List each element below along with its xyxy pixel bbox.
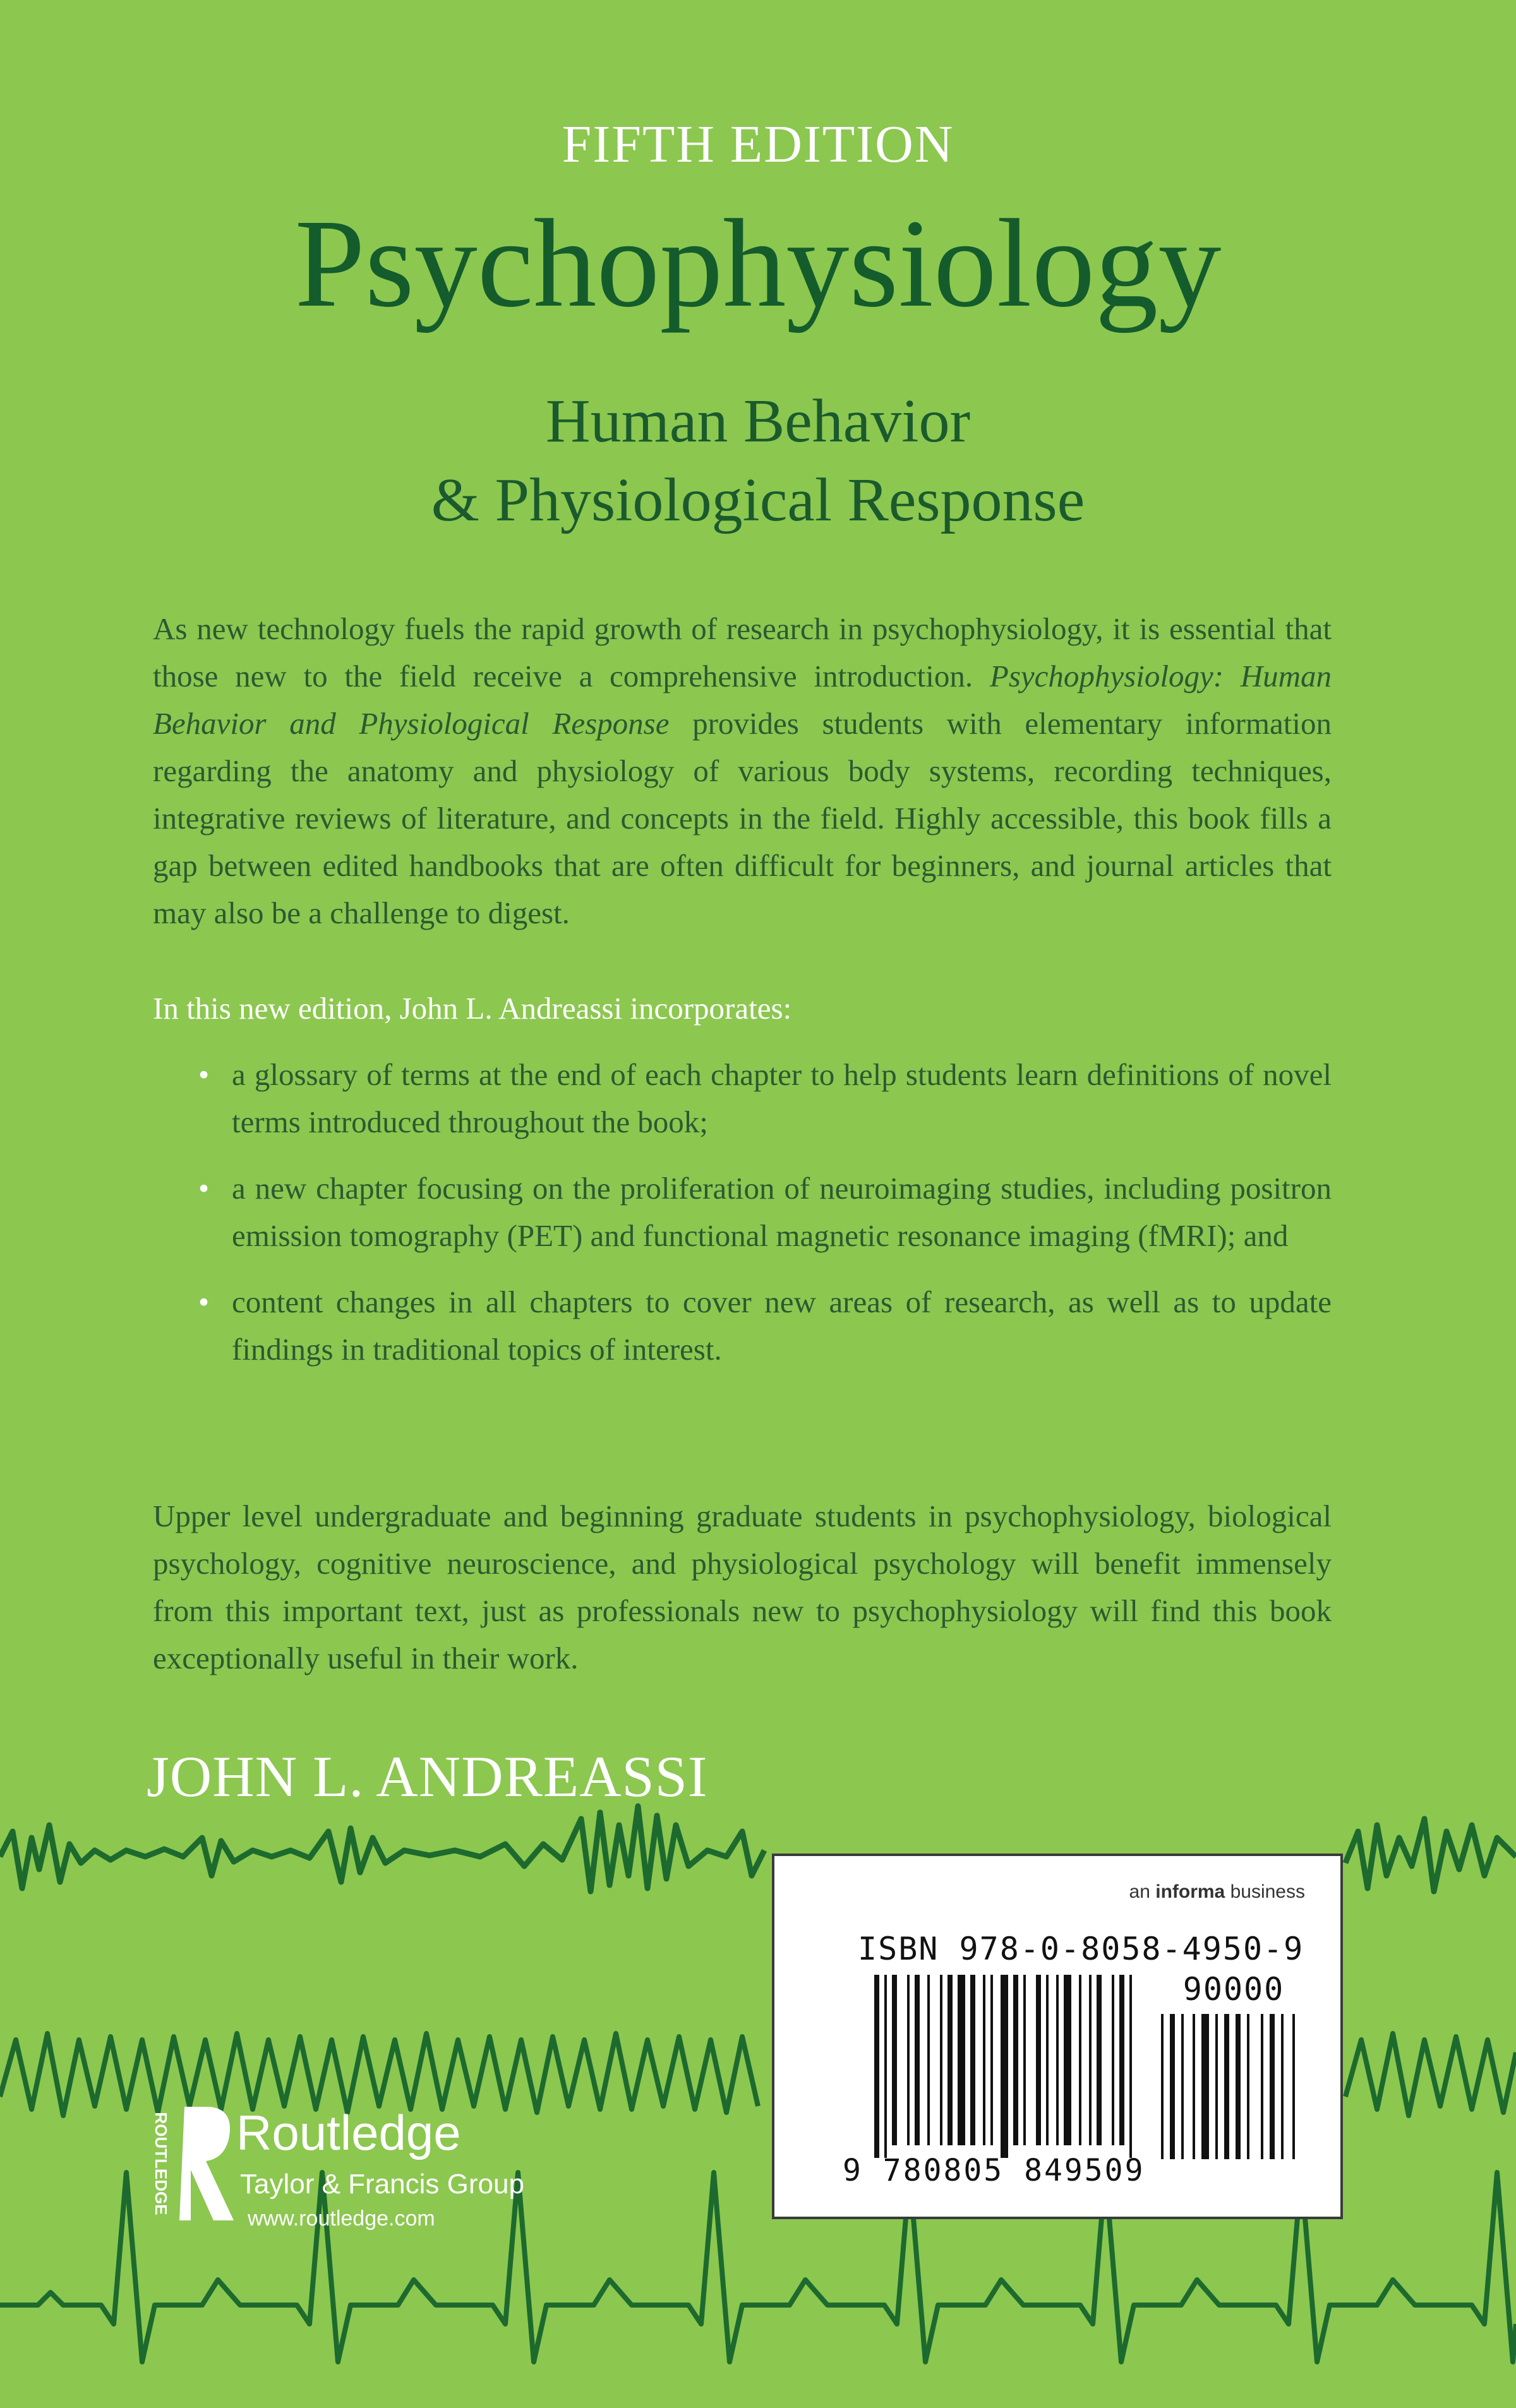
- barcode-bar: [948, 1975, 953, 2145]
- barcode-bar: [1036, 1975, 1041, 2145]
- barcode-bar: [970, 1975, 975, 2145]
- barcode-bar: [1079, 1975, 1081, 2145]
- barcode-bar: [1089, 1975, 1092, 2145]
- ean-digits: 9 780805 849509: [843, 2153, 1145, 2188]
- wave-trace-right: [1345, 2034, 1516, 2116]
- barcode-bar: [940, 1975, 942, 2145]
- addon-bar: [1161, 2014, 1164, 2159]
- barcode-bar: [958, 1975, 965, 2145]
- addon-bar: [1193, 2014, 1195, 2159]
- publisher-name: Routledge: [236, 2105, 461, 2160]
- addon-bar: [1236, 2014, 1241, 2159]
- author-name: JOHN L. ANDREASSI: [147, 1744, 708, 1809]
- list-item: • a glossary of terms at the end of each chapter to help students learn definitions of novel terms introduced throughout the book;: [153, 1051, 1332, 1146]
- addon-bar: [1224, 2014, 1229, 2159]
- price-addon-text: 90000: [1182, 1971, 1285, 2008]
- eeg-trace-top: [0, 1806, 764, 1891]
- barcode-bar: [1097, 1975, 1102, 2145]
- publisher-block: [140, 2100, 595, 2231]
- barcode-bar: [1001, 1975, 1008, 2158]
- addon-barcode-icon: [1161, 2014, 1306, 2159]
- edition-lead-in: In this new edition, John L. Andreassi incorporates:: [153, 991, 792, 1026]
- feature-list: [153, 1051, 1332, 1392]
- audience-paragraph: Upper level undergraduate and beginning graduate students in psychophysiology, biological psychology, cognitive neuroscience, and physiological psychology will benefit immensely from this important text, just as professionals new to psychophysiology will find this book exceptionally useful in their work.: [153, 1499, 1332, 1675]
- bullet-icon: •: [198, 1057, 210, 1092]
- barcode-bar: [990, 1975, 993, 2145]
- logo-vertical-text: ROUTLEDGE: [152, 2112, 171, 2215]
- intro-text-before: As new technology fuels the rapid growth of research in psychophysiology, it is essential that those new to the field receive a comprehensive introduction.: [153, 611, 1332, 693]
- bullet-icon: •: [198, 1171, 210, 1206]
- book-subtitle: [0, 382, 1516, 540]
- list-item: • content changes in all chapters to cover new areas of research, as well as to update findings in traditional topics of interest.: [153, 1278, 1332, 1373]
- barcode-bar: [1056, 1975, 1059, 2145]
- isbn-text: ISBN 978-0-8058-4950-9: [858, 1931, 1304, 1967]
- barcode-bar: [884, 1975, 887, 2158]
- addon-bar: [1170, 2014, 1175, 2159]
- addon-bar: [1270, 2014, 1275, 2159]
- barcode-bar: [1064, 1975, 1071, 2145]
- addon-bar: [1215, 2014, 1218, 2159]
- addon-bar: [1181, 2014, 1184, 2159]
- barcode-bar: [915, 1975, 920, 2145]
- intro-paragraph: [153, 605, 1332, 937]
- addon-bar: [1281, 2014, 1284, 2159]
- barcode-bar: [874, 1975, 879, 2158]
- barcode-bar: [1129, 1975, 1132, 2158]
- subtitle-line-1: Human Behavior: [545, 387, 971, 455]
- barcode-bar: [892, 1975, 897, 2145]
- list-item: • a new chapter focusing on the proliferation of neuroimaging studies, including positron emission tomography (PET) and functional magnetic resonance imaging (fMRI); and: [153, 1165, 1332, 1259]
- barcode-bar: [927, 1975, 930, 2145]
- edition-label: FIFTH EDITION: [562, 115, 954, 174]
- publisher-url: www.routledge.com: [248, 2207, 435, 2231]
- barcode-bar: [983, 1975, 985, 2145]
- addon-bar: [1247, 2014, 1249, 2159]
- intro-text-after: provides students with elementary information regarding the anatomy and physiology of various body systems, recording techniques, integrative reviews of literature, and concepts in the field. Highly accessible, this book fills a gap between edited handbooks that are often difficult for beginners, and journal articles that may also be a challenge to digest.: [153, 706, 1332, 930]
- barcode-panel: [772, 1854, 1343, 2219]
- barcode-bar: [1046, 1975, 1049, 2145]
- routledge-logo-icon: [140, 2100, 241, 2227]
- barcode-bar: [1013, 1975, 1018, 2145]
- bullet-icon: •: [198, 1285, 210, 1319]
- publisher-group: Taylor & Francis Group: [240, 2169, 524, 2200]
- barcode-bar: [1023, 1975, 1026, 2145]
- subtitle-line-2: & Physiological Response: [431, 466, 1085, 534]
- eeg-trace-right: [1345, 1819, 1516, 1891]
- barcode-bar: [1119, 1975, 1124, 2145]
- book-title: Psychophysiology: [294, 194, 1222, 333]
- addon-bar: [1201, 2014, 1209, 2159]
- addon-bar: [1292, 2014, 1295, 2159]
- barcode-bar: [1112, 1975, 1114, 2145]
- informa-tagline: an informa business: [1129, 1881, 1305, 1902]
- barcode-bar: [907, 1975, 910, 2145]
- addon-bar: [1261, 2014, 1263, 2159]
- intro-book-title: Psychophysiology: Human Behavior and Physiological Response: [153, 659, 1332, 741]
